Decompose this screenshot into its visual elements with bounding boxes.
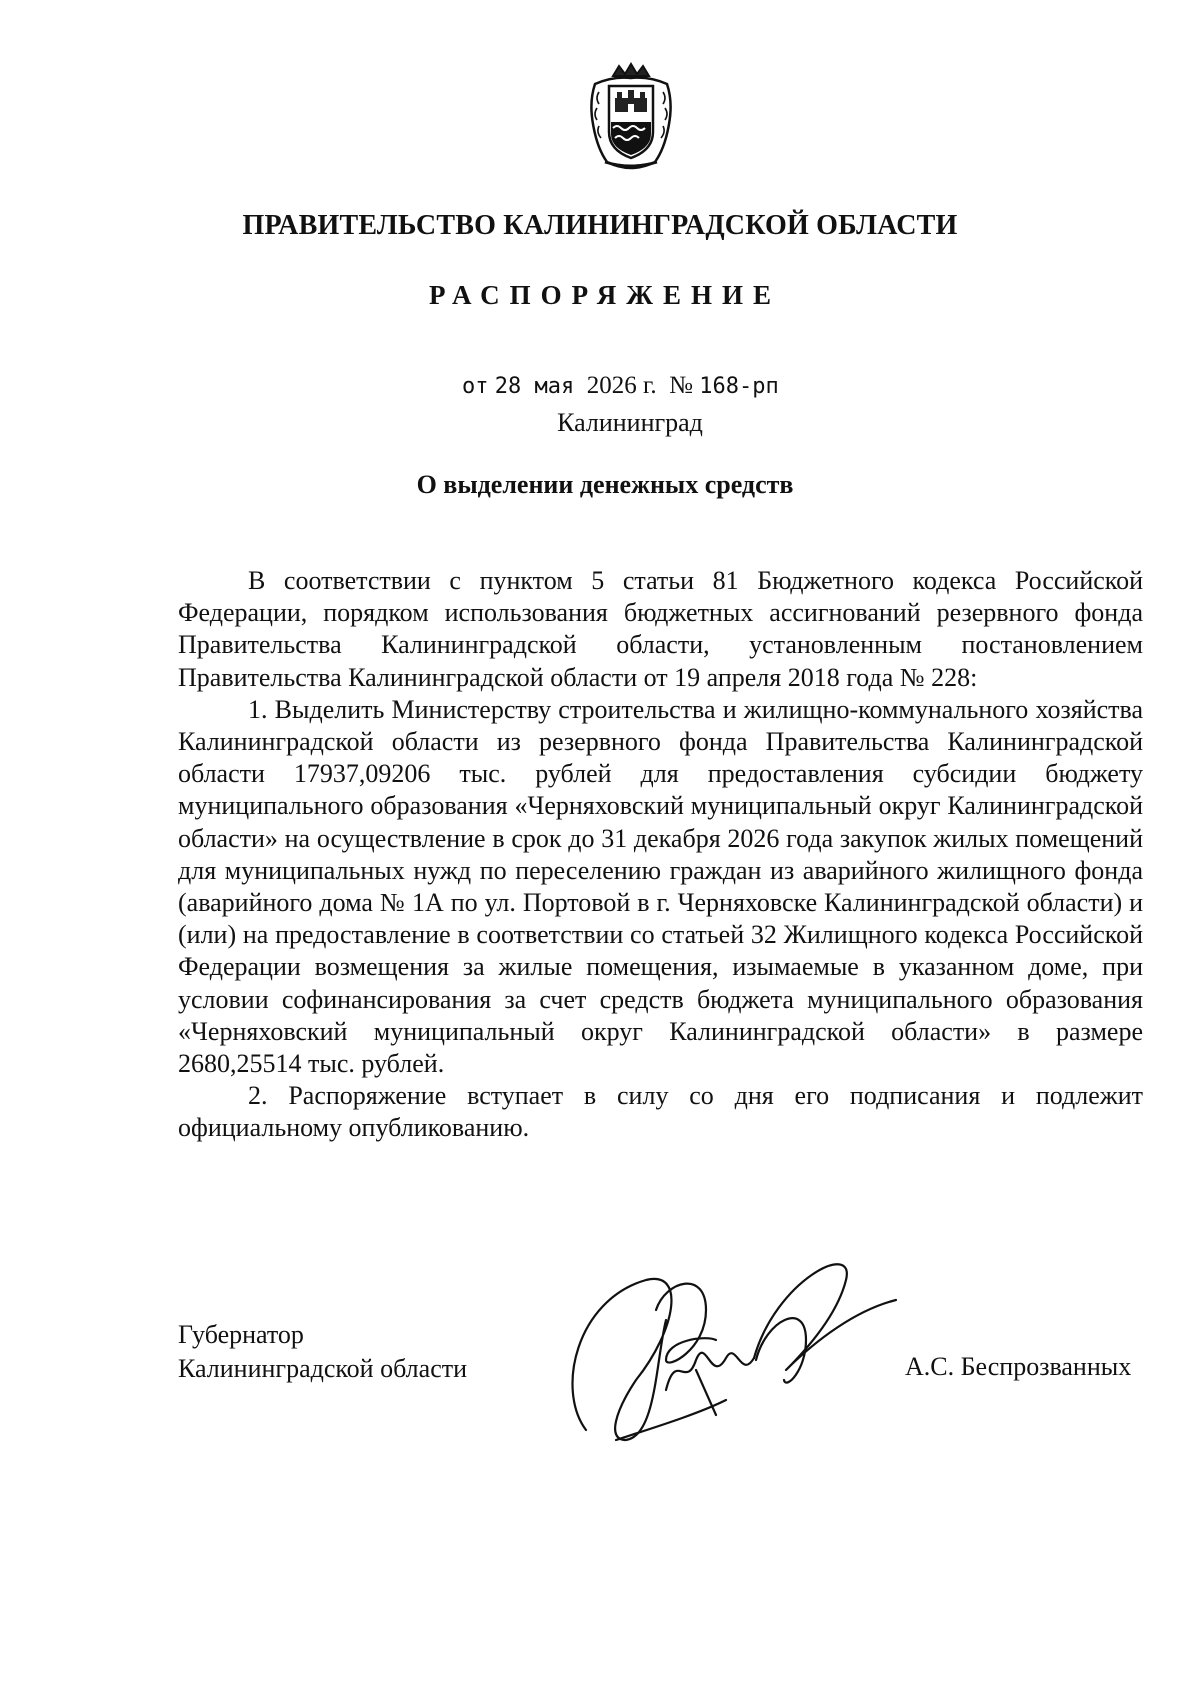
document-subject: О выделении денежных средств xyxy=(416,470,794,499)
handwritten-signature xyxy=(556,1240,916,1460)
signatory-position xyxy=(178,1318,467,1386)
city: Калининград xyxy=(557,408,703,437)
number-sign: № xyxy=(669,372,694,399)
date-year: 2026 г. xyxy=(586,372,657,399)
clause-2-paragraph: 2. Распоряжение вступает в силу со дня его подписания и подлежит официальному опубликованию. xyxy=(178,1081,1143,1143)
date-prefix: от xyxy=(462,374,489,399)
organization-title: ПРАВИТЕЛЬСТВО КАЛИНИНГРАДСКОЙ ОБЛАСТИ xyxy=(242,210,958,241)
document-type-title: РАСПОРЯЖЕНИЕ xyxy=(428,280,782,310)
coat-of-arms-icon xyxy=(585,62,677,174)
date-day-month: 28 мая xyxy=(494,374,575,399)
position-line-2: Калининградской области xyxy=(178,1354,468,1383)
position-line-1: Губернатор xyxy=(178,1320,304,1349)
clause-1-paragraph: 1. Выделить Министерству строительства и жилищно-коммунального хозяйства Калининградской области из резервного фонда Правительства Калининградской области 17937,09206 тыс. рублей для предоставления субсидии бюджету муниципального образования «Черняховский муниципальный округ Калининградской области» на осуществление в срок до 31 декабря 2026 года закупок жилых помещений для муниципальных нужд по переселению граждан из аварийного жилищного фонда (аварийного дома № 1А по ул. Портовой в г. Черняховске Калининградской области) и (или) на предоставление в соответствии со статьей 32 Жилищного кодекса Российской Федерации возмещения за жилые помещения, изымаемые в указанном доме, при условии софинансирования за счет средств бюджета муниципального образования «Черняховский муниципальный округ Калининградской области» в размере 2680,25514 тыс. рублей. xyxy=(178,694,1143,1079)
signatory-name: А.С. Беспрозванных xyxy=(905,1352,1132,1381)
document-body xyxy=(178,565,1143,1145)
date-number-line xyxy=(462,372,779,400)
preamble-paragraph: В соответствии с пунктом 5 статьи 81 Бюджетного кодекса Российской Федерации, порядком использования бюджетных ассигнований резервного фонда Правительства Калининградской области, установленным постановлением Правительства Калининградской области от 19 апреля 2018 года № 228: xyxy=(178,566,1143,692)
document-number: 168-рп xyxy=(699,374,779,399)
